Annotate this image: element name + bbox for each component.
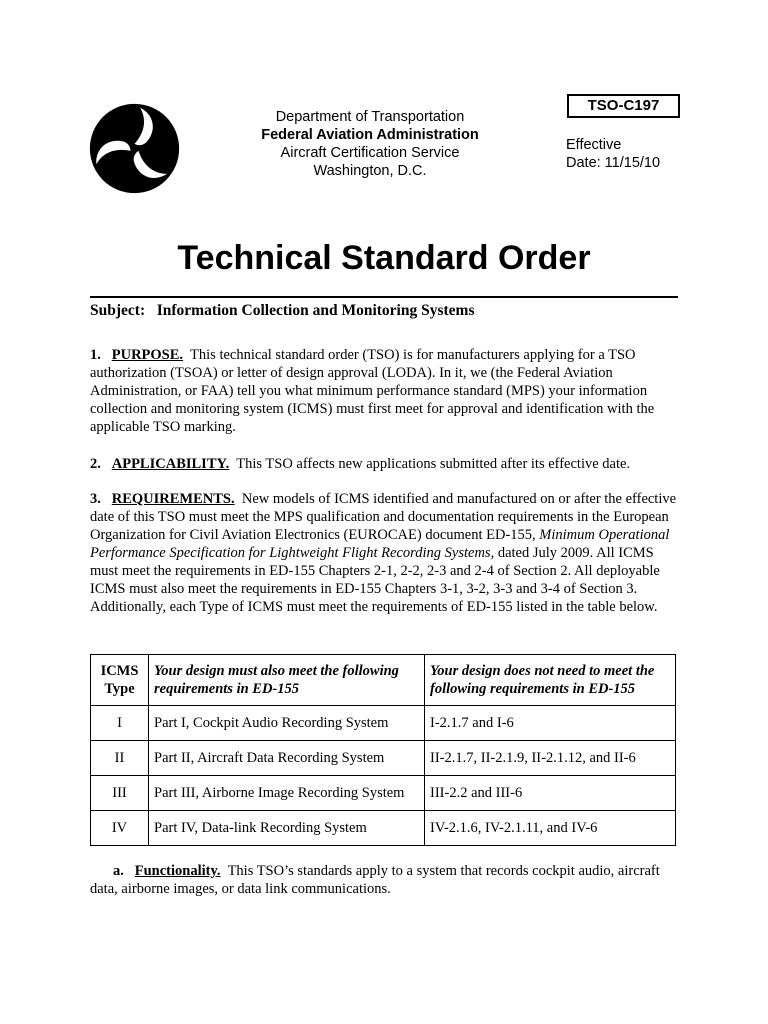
cell-type: I	[91, 706, 149, 741]
section-requirements	[90, 490, 680, 616]
header-need-not-meet: Your design does not need to meet the following requirements in ED-155	[425, 655, 676, 706]
cell-must-meet: Part III, Airborne Image Recording System	[149, 776, 425, 811]
effective-date-block	[566, 136, 660, 172]
section-body: New models of ICMS identified and manufactured on or after the effective date of this TSO must meet the MPS qualification and documentation requirements in the European Organization for Civil Aviation Electronics (EUROCAE) document ED-155,	[90, 491, 677, 543]
table-row	[91, 741, 676, 776]
section-heading: Functionality.	[134, 863, 221, 879]
section-body-continued: , dated July 2009. All ICMS must meet the requirements in ED-155 Chapters 2-1, 2-2, 2-3 and 2-4 of Section 2. All deployable ICMS must also meet the requirements in ED-155 Chapters 3-1, 3-2, 3-3 and 3-4 of Section 3. Additionally, each Type of ICMS must meet the requirements of ED-155 listed in the table below.	[90, 545, 660, 615]
header-must-meet: Your design must also meet the following requirements in ED-155	[149, 655, 425, 706]
section-body: This TSO affects new applications submitted after its effective date.	[236, 456, 631, 472]
tso-number-box: TSO-C197	[567, 94, 680, 118]
cell-need-not-meet: III-2.2 and III-6	[425, 776, 676, 811]
section-heading: PURPOSE.	[111, 347, 184, 363]
table-row	[91, 706, 676, 741]
header-icms-type: ICMS Type	[91, 655, 149, 706]
section-applicability	[90, 455, 680, 473]
section-heading: APPLICABILITY.	[111, 456, 230, 472]
table-row	[91, 776, 676, 811]
section-body: This TSO’s standards apply to a system that records cockpit audio, aircraft data, airborne images, or data link communications.	[90, 863, 660, 897]
agency-block	[240, 108, 500, 180]
agency-administration: Federal Aviation Administration	[261, 127, 479, 143]
section-body: This technical standard order (TSO) is for manufacturers applying for a TSO authorization (TSOA) or letter of design approval (LODA). In it, we (the Federal Aviation Administration, or FAA) tell you what minimum performance standard (MPS) your information collection and monitoring system (ICMS) must first meet for approval and identification with the applicable TSO marking.	[90, 347, 655, 435]
document-title: Minimum Operational Performance Specification for Lightweight Flight Recording Systems	[90, 527, 670, 561]
cell-must-meet: Part II, Aircraft Data Recording System	[149, 741, 425, 776]
dot-logo-icon	[88, 102, 181, 195]
section-number: 3.	[90, 491, 101, 507]
table-row	[91, 811, 676, 846]
effective-label: Effective	[566, 137, 622, 153]
section-purpose	[90, 346, 680, 436]
agency-department: Department of Transportation	[275, 109, 465, 125]
subject-line	[90, 301, 474, 321]
cell-must-meet: Part IV, Data-link Recording System	[149, 811, 425, 846]
page-title: Technical Standard Order	[177, 239, 591, 277]
section-number: 1.	[90, 347, 101, 363]
cell-need-not-meet: IV-2.1.6, IV-2.1.11, and IV-6	[425, 811, 676, 846]
cell-must-meet: Part I, Cockpit Audio Recording System	[149, 706, 425, 741]
subject-text: Information Collection and Monitoring Systems	[156, 302, 475, 319]
agency-location: Washington, D.C.	[313, 163, 427, 179]
cell-type: III	[91, 776, 149, 811]
section-functionality	[90, 862, 680, 898]
cell-need-not-meet: I-2.1.7 and I-6	[425, 706, 676, 741]
section-number: a.	[113, 863, 124, 879]
cell-type: II	[91, 741, 149, 776]
section-number: 2.	[90, 456, 101, 472]
table-header-row	[91, 655, 676, 706]
cell-need-not-meet: II-2.1.7, II-2.1.9, II-2.1.12, and II-6	[425, 741, 676, 776]
section-heading: REQUIREMENTS.	[111, 491, 235, 507]
title-divider	[90, 296, 678, 298]
agency-service: Aircraft Certification Service	[280, 145, 460, 161]
subject-label: Subject:	[90, 302, 146, 319]
requirements-table	[90, 654, 676, 846]
effective-date: Date: 11/15/10	[566, 155, 661, 171]
cell-type: IV	[91, 811, 149, 846]
